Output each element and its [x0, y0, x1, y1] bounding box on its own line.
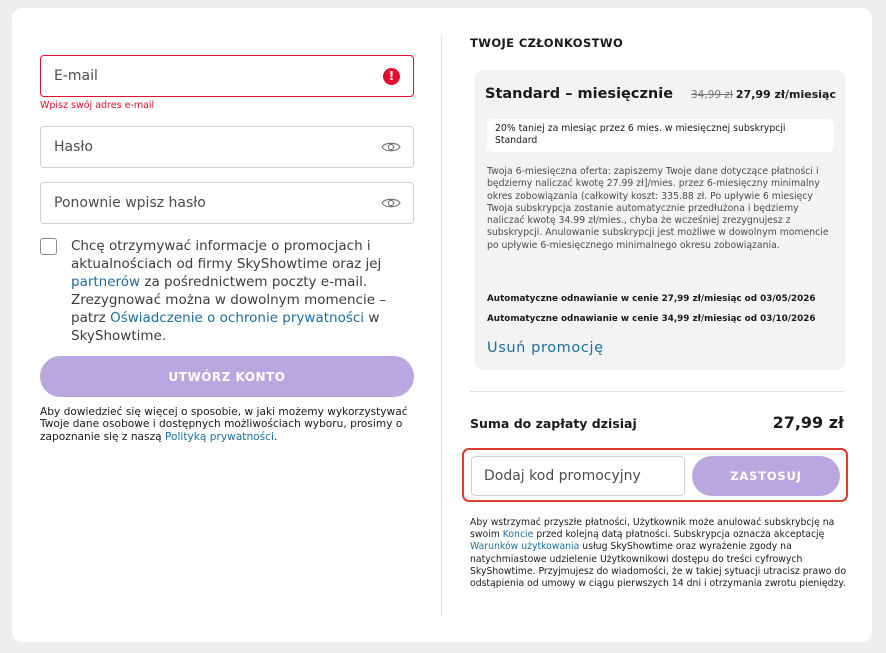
apply-promo-button[interactable]: ZASTOSUJ — [692, 456, 840, 496]
membership-title: TWOJE CZŁONKOSTWO — [470, 36, 624, 50]
marketing-consent-checkbox[interactable] — [40, 238, 57, 255]
eye-icon[interactable] — [381, 196, 401, 210]
terms-link[interactable]: Warunków użytkowania — [470, 541, 580, 553]
privacy-statement-link[interactable]: Oświadczenie o ochronie prywatności — [110, 310, 365, 326]
discount-badge: 20% taniej za miesiąc przez 6 mies. w miesięcznej subskrypcji Standard — [487, 119, 834, 152]
email-field[interactable] — [40, 55, 414, 97]
email-error-message: Wpisz swój adres e-mail — [40, 100, 155, 111]
privacy-info-text: Aby dowiedzieć się więcej o sposobie, w jaki możemy wykorzystywać Twoje dane osobowe i dostępnych możliwościach wyboru, prosimy o zapoznanie się z naszą Polityką prywatności. — [40, 406, 408, 443]
promo-code-input[interactable] — [472, 457, 684, 495]
privacy-policy-link[interactable]: Polityką prywatności — [165, 430, 274, 443]
plan-card — [475, 70, 845, 370]
plan-name: Standard – miesięcznie — [485, 86, 674, 102]
eye-icon[interactable] — [381, 140, 401, 154]
column-divider — [441, 36, 442, 616]
legal-text: Aby wstrzymać przyszłe płatności, Użytkownik może anulować subskrybcję na swoim Koncie przed kolejną datą płatności. Subskrypcja oznacza akceptację Warunków użytkowania usług SkyShowtime oraz wyrażenie zgody na natychmiastowe udzielenie Użytkownikowi dostępu do treści cyfrowych SkyShowtime. Przyjmujesz do wiadomości, że w takiej sytuacji utracisz prawo do odstąpienia od umowy w ciągu pierwszych 14 dni i otrzymania zwrotu pieniędzy. — [470, 517, 847, 590]
remove-promo-link[interactable]: Usuń promocję — [487, 340, 604, 356]
marketing-consent-text: Chcę otrzymywać informacje o promocjach i aktualnościach od firmy SkyShowtime oraz jej partnerów za pośrednictwem poczty e-mail. Zrezygnować można w dowolnym momencie – patrz Oświadczenie o ochronie prywatności w SkyShowtime. — [71, 238, 387, 344]
promo-code-field[interactable] — [471, 456, 685, 496]
renewal-info-1: Automatyczne odnawianie w cenie 27,99 zł/miesiąc od 03/05/2026 — [487, 294, 816, 304]
partners-link[interactable]: partnerów — [71, 274, 141, 290]
create-account-button[interactable]: UTWÓRZ KONTO — [40, 356, 414, 397]
error-icon: ! — [383, 68, 400, 85]
signup-card — [12, 8, 872, 642]
total-value: 27,99 zł — [772, 413, 844, 432]
account-link[interactable]: Koncie — [502, 529, 534, 541]
renewal-info-2: Automatyczne odnawianie w cenie 34,99 zł/miesiąc od 03/10/2026 — [487, 314, 816, 324]
plan-new-price: 27,99 zł/miesiąc — [735, 88, 836, 101]
password-input[interactable] — [41, 127, 413, 167]
offer-description: Twoja 6-miesięczna oferta: zapiszemy Twoje dane dotyczące płatności i będziemy naliczać kwotę 27.99 zł]/mies. przez 6-miesięczny minimalny okres zobowiązania (całkowity koszt: 335.88 zł. Po upływie 6 miesięcy Twoja subskrypcja zostanie automatycznie przedłużona i będziemy naliczać kwotę 34.99 zł/mies., chyba że wcześniej zrezygnujesz z subskrypcji. Anulowanie subskrypcji jest możliwe w dowolnym momencie po upływie 6-miesięcznego minimalnego okresu zobowiązania. — [487, 166, 829, 251]
password-field[interactable] — [40, 126, 414, 168]
password-repeat-field[interactable] — [40, 182, 414, 224]
summary-divider — [470, 391, 844, 392]
plan-old-price: 34,99 zł — [691, 89, 733, 101]
promo-code-section — [462, 448, 848, 502]
total-label: Suma do zapłaty dzisiaj — [470, 416, 637, 431]
password-repeat-input[interactable] — [41, 183, 413, 223]
email-input[interactable] — [41, 56, 413, 96]
